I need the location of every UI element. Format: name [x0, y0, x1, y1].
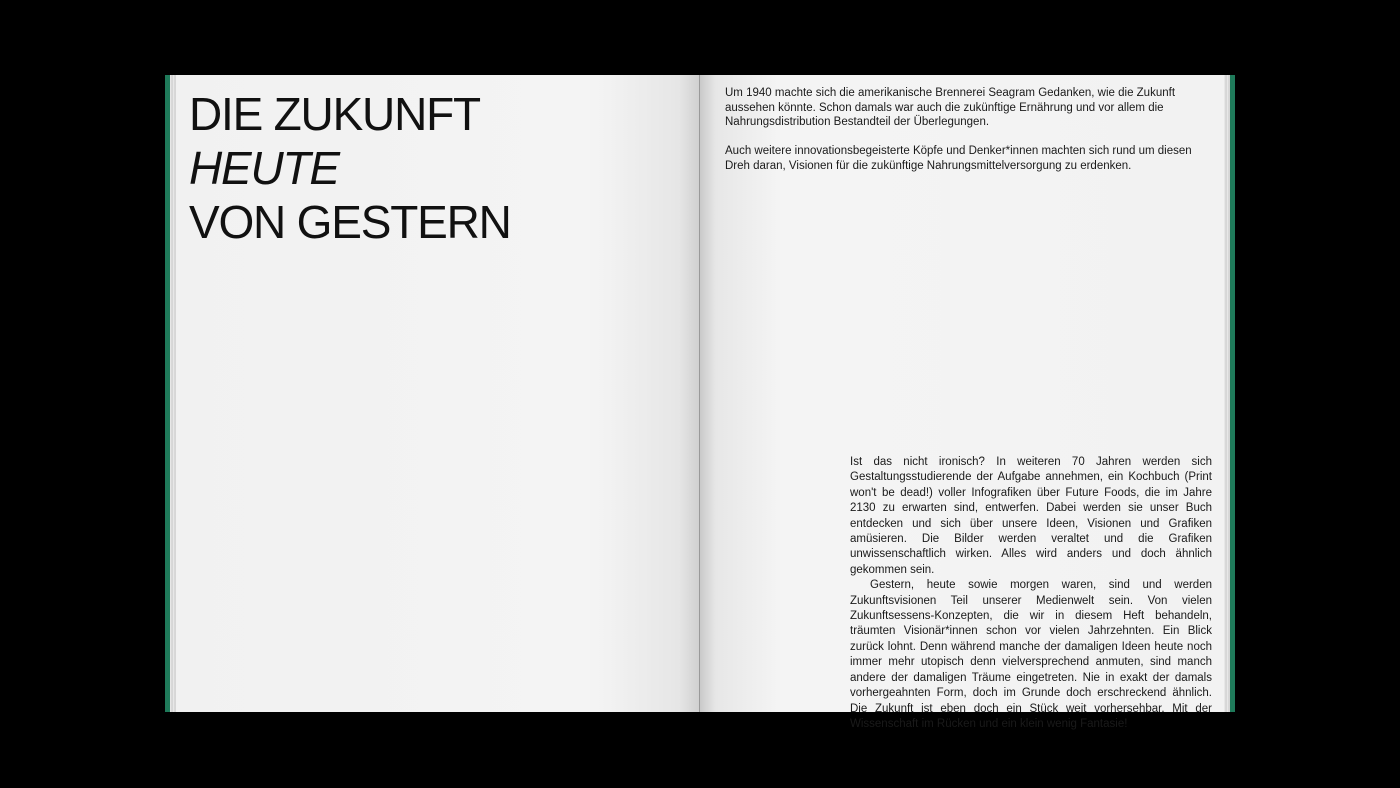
right-page: [700, 75, 1224, 730]
open-book-spread: [165, 75, 1235, 730]
intro-text-block: [725, 86, 1213, 188]
intro-paragraph: Um 1940 machte sich die amerikanische Brennerei Seagram Gedanken, wie die Zukunft aussehen könnte. Schon damals war auch die zukünftige Ernährung und vor allem die Nahrungsdistribution Bestandteil der Überlegungen.: [725, 87, 1176, 129]
left-page: [176, 75, 700, 712]
intro-paragraph: Auch weitere innovationsbegeisterte Köpfe und Denker*innen machten sich rund um diesen Dreh daran, Visionen für die zukünftige Nahrungsmittelversorgung zu erdenken.: [725, 145, 1192, 172]
body-paragraph: Gestern, heute sowie morgen waren, sind und werden Zukunftsvisionen Teil unserer Medienwelt sein. Von vielen Zukunftsessens-Konzepten, die wir in diesem Heft behandeln, träumten Visionär*innen schon vor vielen Jahrzehnten. Ein Blick zurück lohnt. Denn während manche der damaligen Ideen heute noch immer mehr utopisch denn vielversprechend anmuten, sind manch andere der damaligen Träume eingetreten. Nie in exakt der damals vorhergeahnten Form, doch im Grunde doch erschreckend ähnlich. Die Zukunft ist eben doch ein Stück weit vorhersehbar. Mit der Wissenschaft im Rücken und ein klein wenig Fantasie!: [850, 579, 1212, 730]
body-text-block: [850, 455, 1212, 732]
title-line-3: VON GESTERN: [189, 196, 511, 248]
body-paragraph: Ist das nicht ironisch? In weiteren 70 Jahren werden sich Gestaltungsstudierende der Aufgabe annehmen, ein Kochbuch (Print won't be dead!) voller Infografiken über Future Foods, die im Jahre 2130 zu erwarten sind, entwerfen. Dabei werden sie unser Buch entdecken und sich über unsere Ideen, Visionen und Grafiken amüsieren. Die Bilder werden veraltet und die Grafiken unwissenschaftlich wirken. Alles wird anders und doch ähnlich gekommen sein.: [850, 456, 1212, 576]
title-line-1: DIE ZUKUNFT: [189, 88, 480, 140]
title-line-2: HEUTE: [189, 142, 339, 194]
spread-title: [189, 87, 511, 249]
right-cover-edge: [1230, 75, 1235, 712]
